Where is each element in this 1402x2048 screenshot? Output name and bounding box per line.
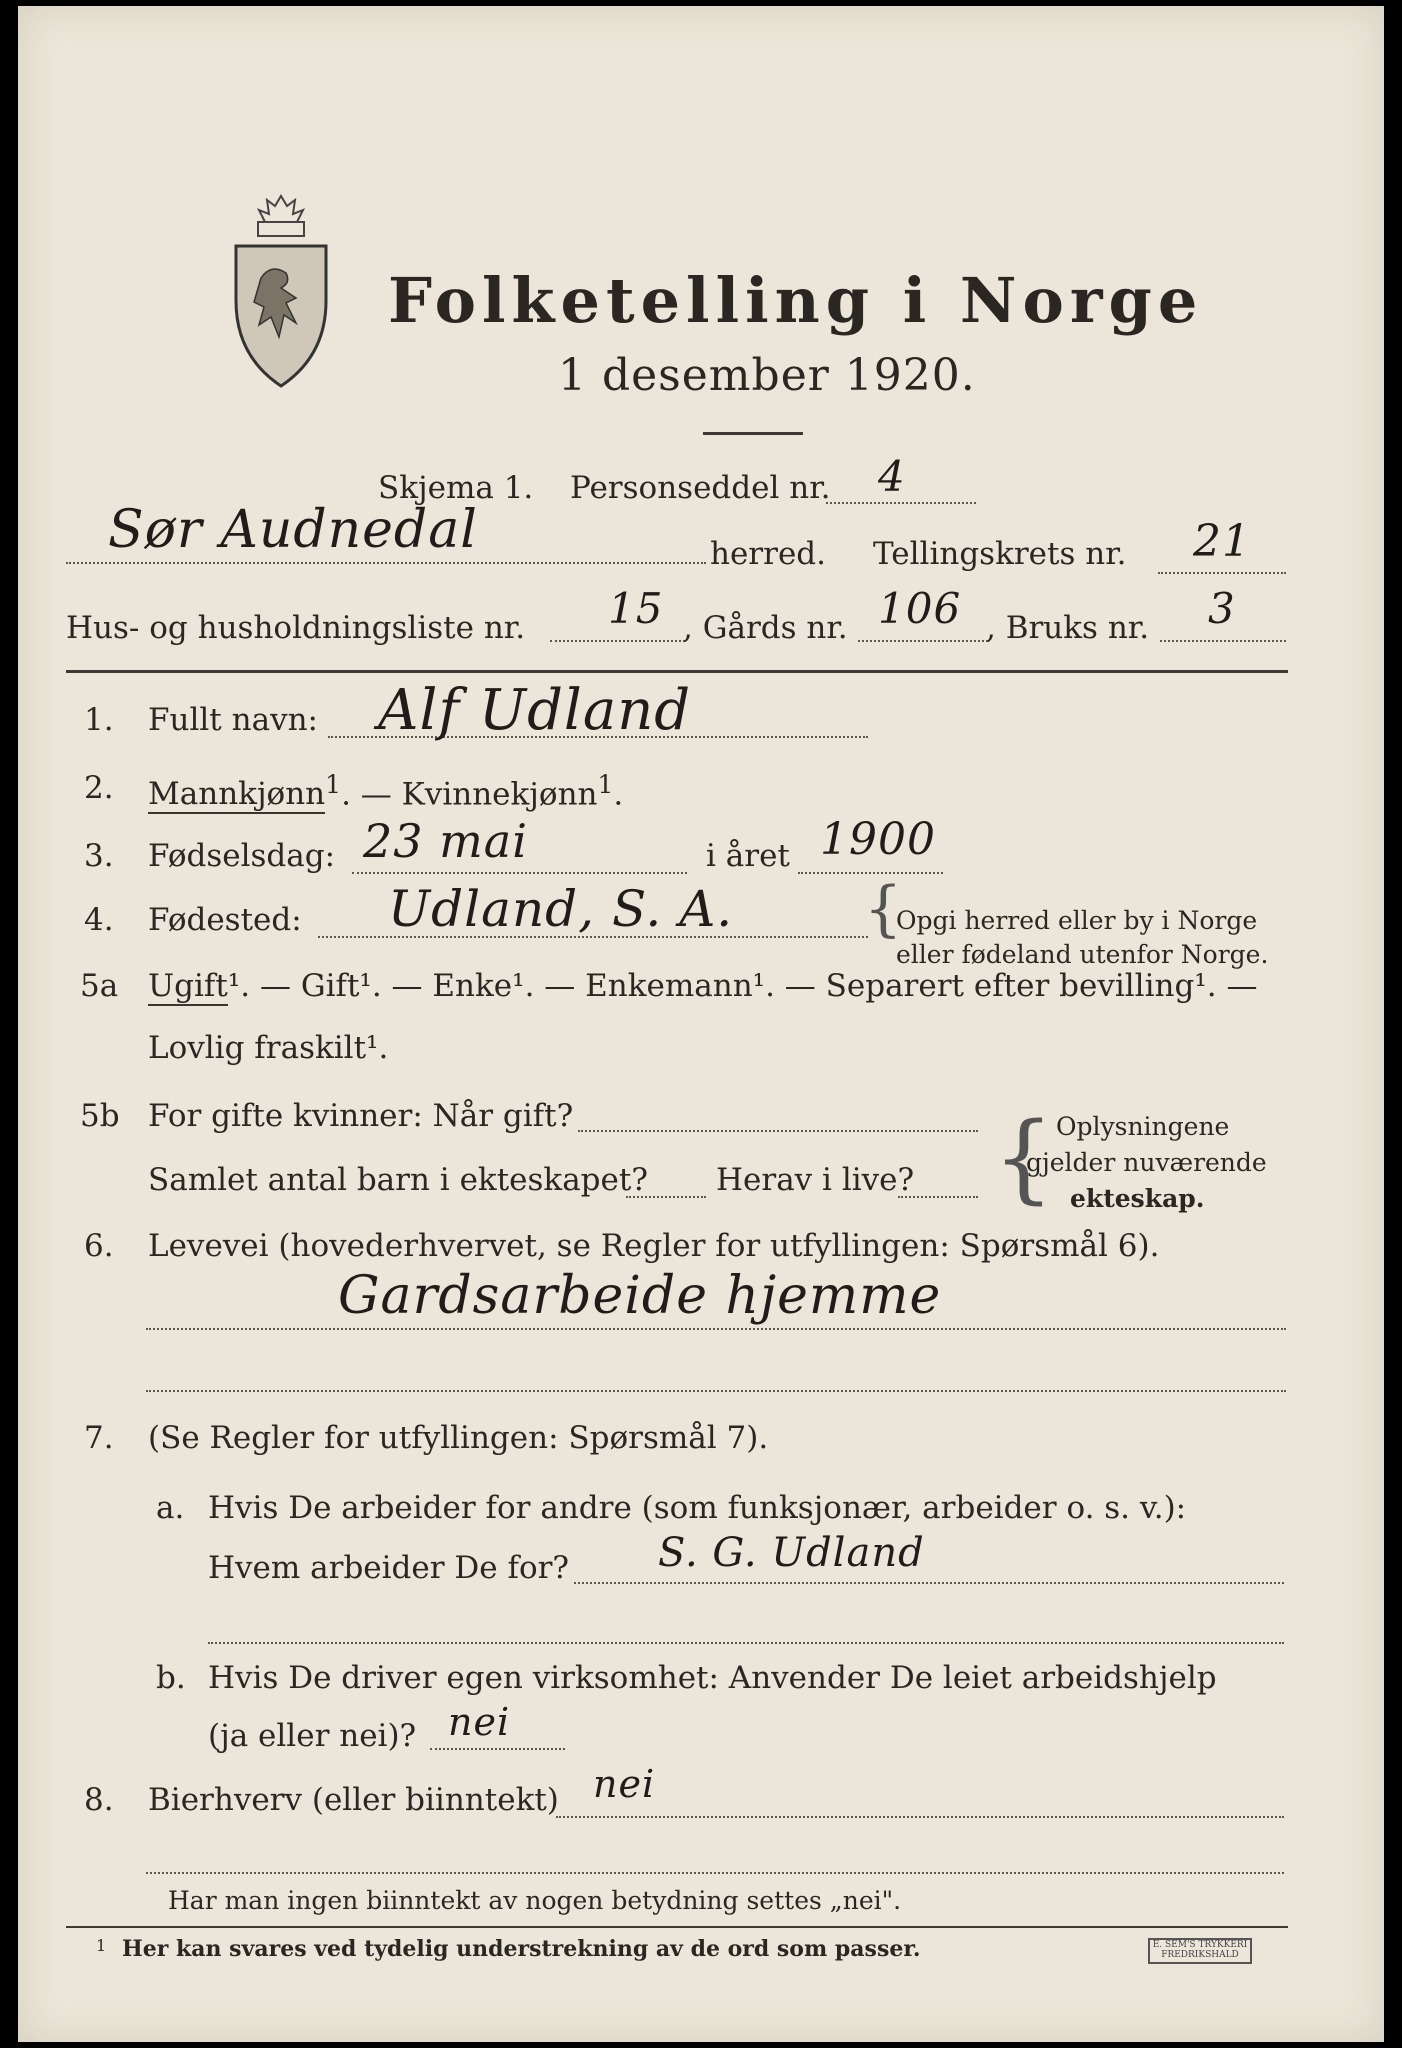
- q7b-line: [430, 1748, 565, 1750]
- q7a-letter: a.: [156, 1490, 185, 1526]
- gards-value: 106: [878, 584, 962, 633]
- footer-note: Har man ingen biinntekt av nogen betydning settes „nei".: [168, 1886, 902, 1915]
- personseddel-value: 4: [878, 452, 906, 501]
- gards-label: , Gårds nr.: [683, 610, 848, 646]
- q6-occupation-value: Gardsarbeide hjemme: [338, 1266, 942, 1326]
- q4-number: 4.: [84, 902, 114, 938]
- bruks-line: [1160, 640, 1286, 642]
- tellingskrets-label: Tellingskrets nr.: [873, 536, 1127, 572]
- q4-label: Fødested:: [148, 902, 302, 938]
- q3-line: [352, 872, 687, 874]
- q5a-number: 5a: [80, 968, 119, 1004]
- q4-birthplace-value: Udland, S. A.: [388, 880, 734, 938]
- q8-line2: [146, 1872, 1284, 1874]
- q2-female-option: Kvinnekjønn: [401, 776, 598, 813]
- q5b-note-line1: Oplysningene: [1056, 1112, 1230, 1141]
- q8-value: nei: [593, 1762, 656, 1806]
- q5b-label-children: Samlet antal barn i ekteskapet?: [148, 1162, 648, 1198]
- personseddel-line: [826, 502, 976, 504]
- bruks-value: 3: [1208, 584, 1236, 633]
- q4-note-line2: eller fødeland utenfor Norge.: [896, 940, 1269, 969]
- q5b-married-line: [578, 1130, 978, 1132]
- q7a-line1: Hvis De arbeider for andre (som funksjonær, arbeider o. s. v.):: [208, 1490, 1187, 1526]
- herred-value: Sør Audnedal: [108, 500, 478, 560]
- footnote-text: Her kan svares ved tydelig understrekning av de ord som passer.: [122, 1936, 921, 1962]
- q4-note-brace: {: [864, 874, 903, 944]
- form-title: Folketelling i Norge: [388, 264, 1204, 337]
- q5a-line2: Lovlig fraskilt¹.: [148, 1030, 389, 1066]
- personseddel-label: Personseddel nr.: [570, 470, 831, 506]
- q1-number: 1.: [84, 702, 114, 738]
- form-date: 1 desember 1920.: [558, 350, 976, 401]
- q5a-ugift-option: Ugift: [148, 968, 228, 1004]
- q4-note-line1: Opgi herred eller by i Norge: [896, 906, 1258, 935]
- q3-number: 3.: [84, 838, 114, 874]
- skjema-label: Skjema 1.: [378, 470, 534, 506]
- q8-number: 8.: [84, 1782, 114, 1818]
- q5b-alive-line: [898, 1196, 978, 1198]
- q6-line1: [146, 1328, 1286, 1330]
- q7b-letter: b.: [156, 1660, 186, 1696]
- q3-label: Fødselsdag:: [148, 838, 336, 874]
- herred-line: [66, 562, 706, 564]
- q7a-line-extra: [208, 1642, 1284, 1644]
- norwegian-coat-of-arms-icon: [226, 188, 336, 388]
- q2-gender-row: Mannkjønn$^1$. — Kvinnekjønn$^1$.: [148, 770, 624, 813]
- footnote-number: 1: [96, 1936, 107, 1955]
- q5b-note-line3: ekteskap.: [1070, 1184, 1205, 1213]
- q6-label: Levevei (hovederhvervet, se Regler for utfyllingen: Spørsmål 6).: [148, 1228, 1160, 1264]
- title-divider: [703, 432, 803, 435]
- footer-separator: [66, 1926, 1288, 1928]
- q1-full-name-value: Alf Udland: [378, 678, 692, 743]
- q8-line: [556, 1816, 1284, 1818]
- gards-line: [858, 640, 988, 642]
- q7b-value: nei: [448, 1700, 511, 1744]
- census-form-page: [18, 6, 1384, 2042]
- q5b-note-line2: gjelder nuværende: [1026, 1148, 1267, 1177]
- printer-stamp: E. SEM'S TRYKKERI FREDRIKSHALD: [1148, 1938, 1252, 1964]
- q5a-options: Ugift¹. — Gift¹. — Enke¹. — Enkemann¹. — Separert efter bevilling¹. —: [148, 968, 1258, 1004]
- q7a-line2: Hvem arbeider De for?: [208, 1550, 570, 1586]
- header-separator: [66, 670, 1288, 673]
- q7b-line1: Hvis De driver egen virksomhet: Anvender De leiet arbeidshjelp: [208, 1660, 1217, 1696]
- q5b-label-married: For gifte kvinner: Når gift?: [148, 1098, 574, 1134]
- q7a-employer-value: S. G. Udland: [658, 1530, 925, 1576]
- q3-birthday-value: 23 mai: [363, 814, 528, 868]
- bruks-label: , Bruks nr.: [986, 610, 1150, 646]
- q2-number: 2.: [84, 770, 114, 806]
- q5b-number: 5b: [80, 1098, 120, 1134]
- tellingskrets-line: [1158, 572, 1286, 574]
- q5b-children-line: [626, 1196, 706, 1198]
- q6-number: 6.: [84, 1228, 114, 1264]
- tellingskrets-value: 21: [1193, 516, 1251, 567]
- husholdningsliste-label: Hus- og husholdningsliste nr.: [66, 610, 526, 646]
- q3-year-label: i året: [706, 838, 790, 874]
- q7a-employer-line: [574, 1582, 1284, 1584]
- q7b-line2: (ja eller nei)?: [208, 1718, 417, 1754]
- q8-label: Bierhverv (eller biinntekt): [148, 1782, 559, 1818]
- q1-label: Fullt navn:: [148, 702, 318, 738]
- q6-line2: [146, 1390, 1286, 1392]
- herred-label: herred.: [710, 536, 826, 572]
- q2-male-option: Mannkjønn: [148, 776, 326, 813]
- husholdningsliste-value: 15: [608, 584, 664, 633]
- q5b-label-alive: Herav i live?: [716, 1162, 915, 1198]
- q7-label: (Se Regler for utfyllingen: Spørsmål 7).: [148, 1420, 769, 1456]
- q3-year-value: 1900: [820, 814, 936, 865]
- q5b-note-brace: {: [993, 1102, 1055, 1214]
- q7-number: 7.: [84, 1420, 114, 1456]
- husholdningsliste-line: [550, 640, 685, 642]
